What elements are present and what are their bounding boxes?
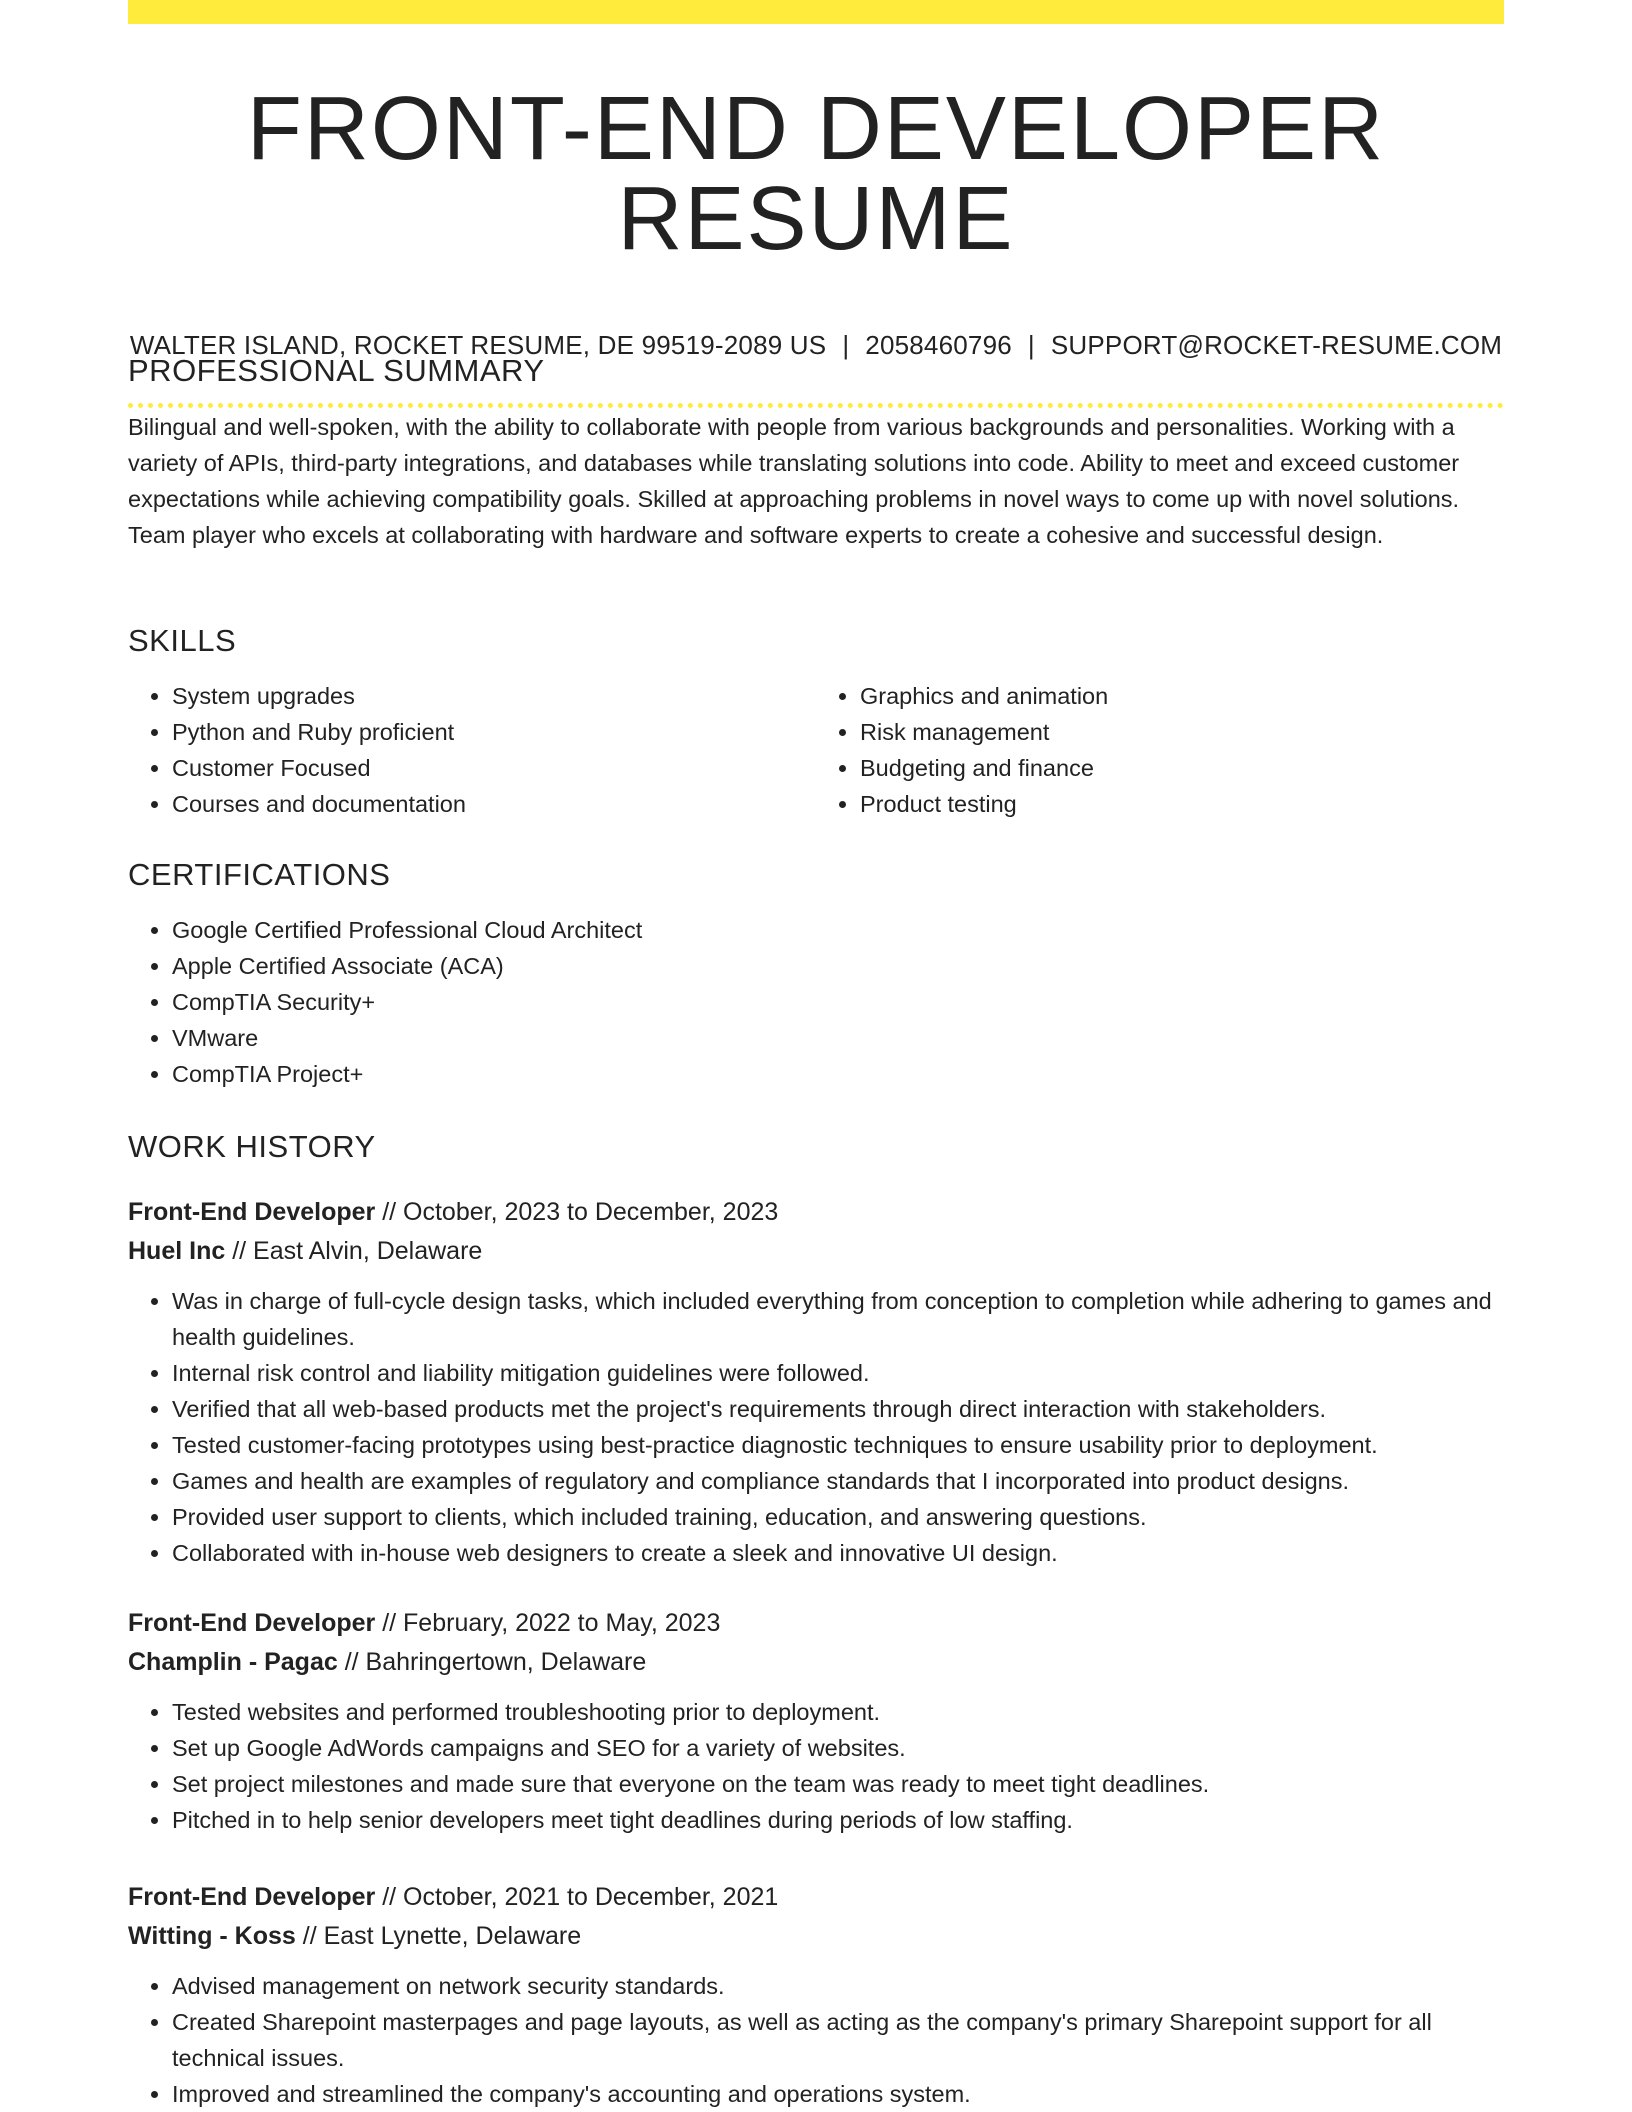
company-line [128,1643,1504,1682]
skills-heading: SKILLS [128,623,237,658]
job-bullet: • Games and health are examples of regulatory and compliance standards that I incorporated into product designs. [172,1463,1504,1499]
job-bullet: • Verified that all web-based products met the project's requirements through direct interaction with stakeholders. [172,1391,1504,1427]
address: WALTER ISLAND, ROCKET RESUME, DE 99519-2089 US [129,330,827,360]
job-bullets [128,1694,1504,1838]
job-bullet: • Collaborated with in-house web designers to create a sleek and innovative UI design. [172,1535,1504,1571]
summary-section [128,352,1504,553]
company-name: Champlin - Pagac [128,1648,338,1676]
skill-item: • Graphics and animation [860,678,1504,714]
skill-item: • Product testing [860,786,1504,822]
separator: | [1027,330,1035,360]
job-bullet: • Set up Google AdWords campaigns and SEO for a variety of websites. [172,1730,1504,1766]
job-bullet: • Provided user support to clients, which included training, education, and answering questions. [172,1499,1504,1535]
job-bullet: • Tested websites and performed troubleshooting prior to deployment. [172,1694,1504,1730]
work-history-section [128,1128,1504,1165]
job-bullet: • Improved and streamlined the company's accounting and operations system. [172,2076,1504,2112]
skill-item: • Python and Ruby proficient [172,714,816,750]
job-dates: // October, 2023 to December, 2023 [382,1198,779,1226]
certification-item: • CompTIA Security+ [172,984,1504,1020]
skill-item: • Budgeting and finance [860,750,1504,786]
email[interactable]: SUPPORT@ROCKET-RESUME.COM [1050,330,1503,360]
company-line [128,1917,1504,1956]
job-bullets [128,1283,1504,1571]
job-bullet: • Pitched in to help senior developers meet tight deadlines during periods of low staffing. [172,1802,1504,1838]
skills-columns [128,678,1504,822]
resume-page [128,0,1504,408]
company-name: Witting - Koss [128,1922,296,1950]
company-location: // East Lynette, Delaware [302,1922,582,1950]
job-title: Front-End Developer [128,1198,376,1226]
job-title: Front-End Developer [128,1883,376,1911]
certification-item: • Google Certified Professional Cloud Architect [172,912,1504,948]
job-bullets [128,1968,1504,2112]
work-history-heading: WORK HISTORY [128,1129,376,1164]
skills-list-left [128,678,816,822]
certifications-section [128,856,1504,1092]
skill-item: • System upgrades [172,678,816,714]
job-bullet: • Tested customer-facing prototypes using best-practice diagnostic techniques to ensure usability prior to deployment. [172,1427,1504,1463]
job-dates: // October, 2021 to December, 2021 [382,1883,779,1911]
certifications-heading: CERTIFICATIONS [128,857,391,892]
company-line [128,1232,1504,1271]
job-dates: // February, 2022 to May, 2023 [382,1609,721,1637]
skill-item: • Risk management [860,714,1504,750]
summary-text: Bilingual and well-spoken, with the ability to collaborate with people from various backgrounds and personalities. Working with a variety of APIs, third-party integrations, and databases while translating solutions into code. Ability to meet and exceed customer expectations while achieving compatibility goals. Skilled at approaching problems in novel ways to come up with novel solutions. Team player who excels at collaborating with hardware and software experts to create a cohesive and successful design. [128,414,1460,549]
summary-heading: PROFESSIONAL SUMMARY [128,353,545,388]
company-location: // Bahringertown, Delaware [344,1648,647,1676]
resume-title: FRONT-END DEVELOPER RESUME [246,79,1386,269]
certification-item: • Apple Certified Associate (ACA) [172,948,1504,984]
skills-list-right [816,678,1504,822]
skills-section [128,622,1504,822]
phone: 2058460796 [865,330,1012,360]
company-name: Huel Inc [128,1237,226,1265]
job-bullet: • Set project milestones and made sure that everyone on the team was ready to meet tight deadlines. [172,1766,1504,1802]
company-location: // East Alvin, Delaware [232,1237,483,1265]
job-title-line [128,1878,1504,1917]
certification-item: • VMware [172,1020,1504,1056]
skill-item: • Courses and documentation [172,786,816,822]
job-bullet: • Created Sharepoint masterpages and page layouts, as well as acting as the company's primary Sharepoint support for all technical issues. [172,2004,1504,2076]
job-title: Front-End Developer [128,1609,376,1637]
job-bullet: • Was in charge of full-cycle design tasks, which included everything from conception to completion while adhering to games and health guidelines. [172,1283,1504,1355]
skill-item: • Customer Focused [172,750,816,786]
job-bullet: • Advised management on network security standards. [172,1968,1504,2004]
job-title-line [128,1604,1504,1643]
certifications-list [128,912,1504,1092]
job-bullet: • Internal risk control and liability mitigation guidelines were followed. [172,1355,1504,1391]
job-entry [128,1193,1504,1571]
job-title-line [128,1193,1504,1232]
job-entry [128,1878,1504,2112]
certification-item: • CompTIA Project+ [172,1056,1504,1092]
top-accent-bar [128,0,1504,24]
separator: | [842,330,850,360]
job-entry [128,1604,1504,1838]
